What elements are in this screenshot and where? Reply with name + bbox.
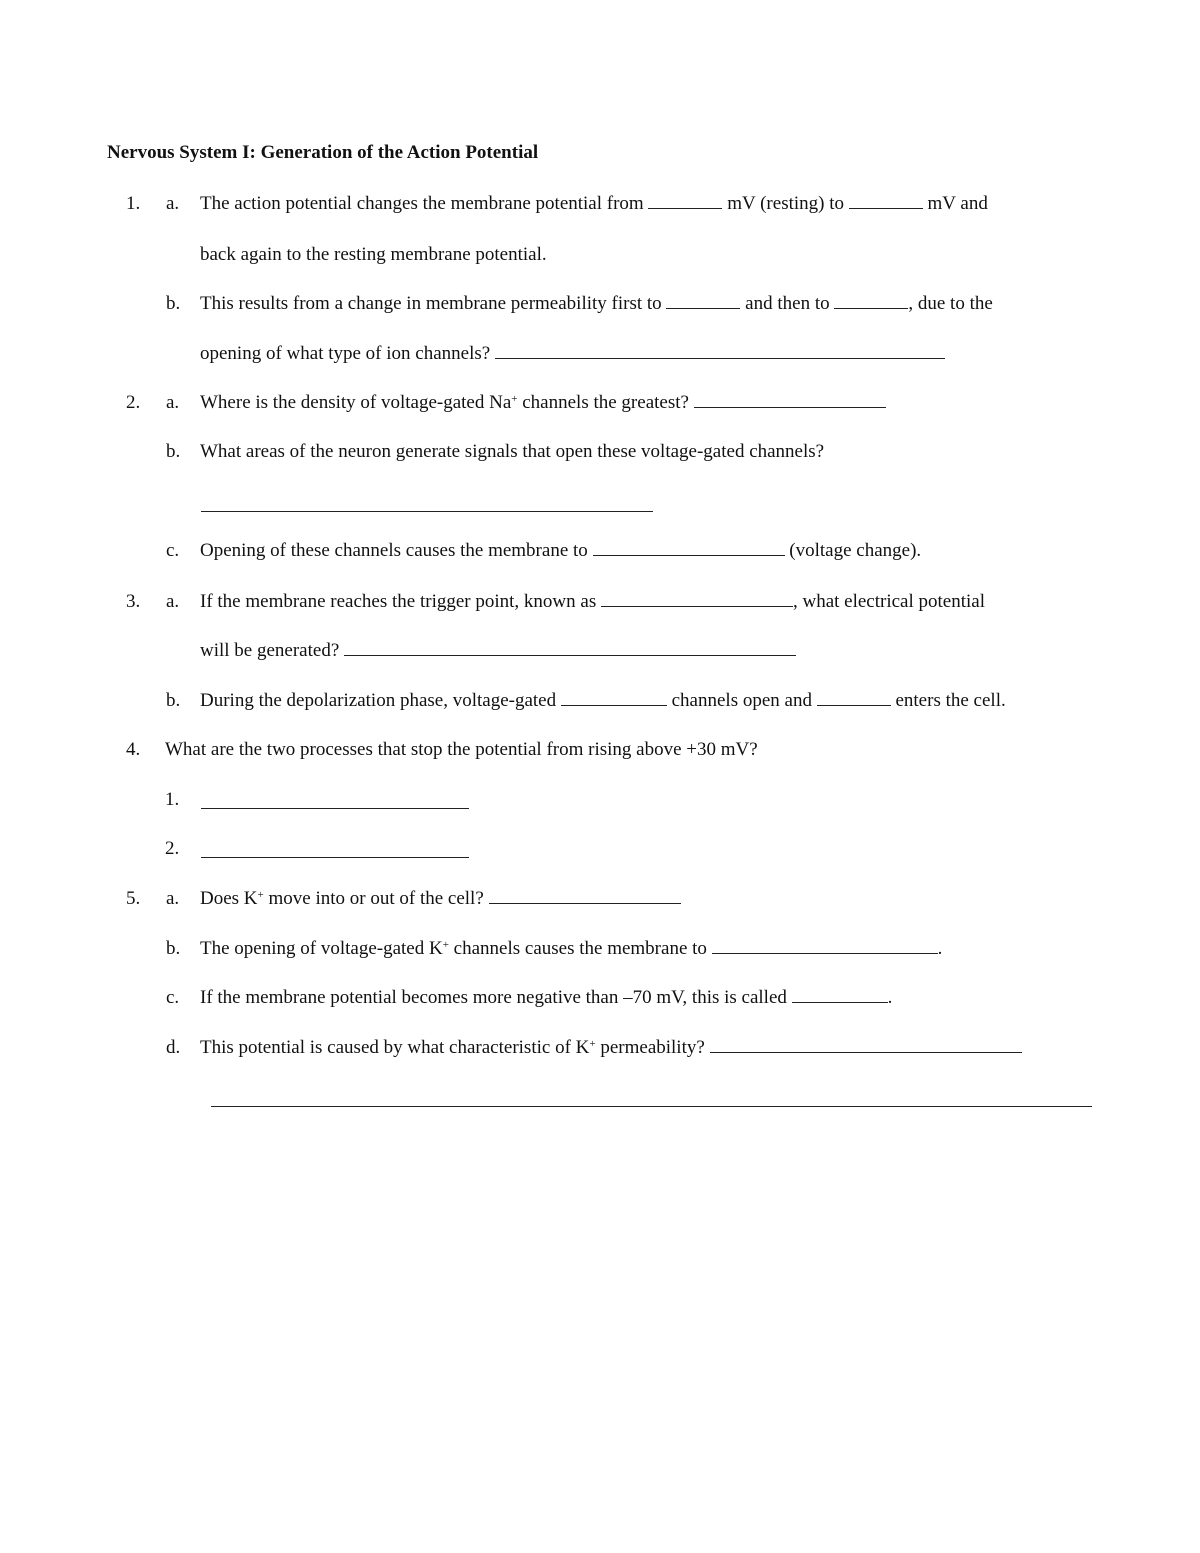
page-title: Nervous System I: Generation of the Action Potential <box>107 142 539 163</box>
question-3a-part2: , what electrical potential <box>792 591 985 612</box>
answer-blank-3a-threshold[interactable] <box>601 605 793 607</box>
question-1a-letter: a. <box>166 193 180 214</box>
answer-blank-2a[interactable] <box>694 406 886 408</box>
question-5b-letter: b. <box>166 938 181 959</box>
question-1a-text <box>200 193 988 215</box>
question-2c-part1: Opening of these channels causes the membrane to <box>200 540 588 561</box>
question-1b-letter: b. <box>166 293 181 314</box>
question-1b-part2: and then to <box>745 293 830 314</box>
answer-blank-1a-peak[interactable] <box>849 207 923 209</box>
answer-blank-1b-channels[interactable] <box>495 357 945 359</box>
question-3b-part2: channels open and <box>671 690 812 711</box>
question-4-item-1-number: 1. <box>165 789 180 810</box>
answer-blank-3b-channels[interactable] <box>561 704 667 706</box>
question-2a-part1: Where is the density of voltage-gated Na <box>200 392 512 413</box>
question-4-number: 4. <box>126 739 141 760</box>
answer-blank-5c[interactable] <box>792 1001 888 1003</box>
question-1a-line2: back again to the resting membrane potential. <box>200 244 547 265</box>
question-3b-letter: b. <box>166 690 181 711</box>
answer-blank-2c[interactable] <box>593 554 785 556</box>
question-5a-part2: move into or out of the cell? <box>263 888 484 909</box>
question-1a-part3: mV and <box>927 193 988 214</box>
question-5c-text <box>200 987 892 1009</box>
question-5b-part1: The opening of voltage-gated K <box>200 938 443 959</box>
answer-line-2b[interactable] <box>201 511 653 512</box>
question-1a-part1: The action potential changes the membrane potential from <box>200 193 644 214</box>
question-3a-part1: If the membrane reaches the trigger point, known as <box>200 591 597 612</box>
question-4-item-2-number: 2. <box>165 838 180 859</box>
question-5b-part3: . <box>937 938 943 959</box>
question-2a-letter: a. <box>166 392 180 413</box>
answer-blank-1a-resting[interactable] <box>648 207 722 209</box>
question-2a-text <box>200 392 886 414</box>
answer-blank-3a-potential[interactable] <box>344 654 796 656</box>
question-3a-text <box>200 591 985 613</box>
question-1b-line2-text: opening of what type of ion channels? <box>200 343 491 364</box>
question-2b-text: What areas of the neuron generate signals that open these voltage-gated channels? <box>200 441 825 462</box>
question-2b-letter: b. <box>166 441 181 462</box>
question-5d-part2: permeability? <box>595 1037 705 1058</box>
question-3a-letter: a. <box>166 591 180 612</box>
superscript-plus: + <box>257 889 264 901</box>
question-3a-line2 <box>200 640 796 662</box>
question-5a-part1: Does K <box>200 888 258 909</box>
question-2a-part2: channels the greatest? <box>517 392 689 413</box>
question-3a-line2-text: will be generated? <box>200 640 340 661</box>
question-5a-letter: a. <box>166 888 180 909</box>
question-5b-text <box>200 938 942 960</box>
question-4-text: What are the two processes that stop the potential from rising above +30 mV? <box>165 739 758 760</box>
question-5c-part1: If the membrane potential becomes more negative than –70 mV, this is called <box>200 987 787 1008</box>
question-1b-part3: , due to the <box>908 293 993 314</box>
question-2c-letter: c. <box>166 540 180 561</box>
answer-blank-5a[interactable] <box>489 902 681 904</box>
question-5d-letter: d. <box>166 1037 181 1058</box>
question-2-number: 2. <box>126 392 141 413</box>
question-5b-part2: channels causes the membrane to <box>448 938 707 959</box>
question-5-number: 5. <box>126 888 141 909</box>
question-1b-line2 <box>200 343 945 365</box>
answer-blank-1b-second[interactable] <box>834 307 908 309</box>
answer-blank-5b[interactable] <box>712 952 938 954</box>
question-1b-text <box>200 293 993 315</box>
question-5d-part1: This potential is caused by what characteristic of K <box>200 1037 590 1058</box>
superscript-plus: + <box>511 393 518 405</box>
question-1-number: 1. <box>126 193 141 214</box>
question-2c-text <box>200 540 921 562</box>
question-5c-part2: . <box>887 987 893 1008</box>
superscript-plus: + <box>442 939 449 951</box>
answer-line-4-1[interactable] <box>201 808 469 809</box>
question-3-number: 3. <box>126 591 141 612</box>
answer-blank-3b-ion[interactable] <box>817 704 891 706</box>
question-2c-part2: (voltage change). <box>789 540 922 561</box>
question-5d-text <box>200 1037 1022 1059</box>
answer-blank-5d[interactable] <box>710 1051 1022 1053</box>
question-3b-part3: enters the cell. <box>895 690 1006 711</box>
question-5a-text <box>200 888 681 910</box>
question-1b-part1: This results from a change in membrane permeability first to <box>200 293 662 314</box>
question-1a-part2: mV (resting) to <box>727 193 845 214</box>
question-3b-part1: During the depolarization phase, voltage-gated <box>200 690 557 711</box>
answer-line-5d-continued[interactable] <box>211 1106 1092 1107</box>
question-3b-text <box>200 690 1006 712</box>
superscript-plus: + <box>589 1038 596 1050</box>
question-5c-letter: c. <box>166 987 180 1008</box>
answer-blank-1b-first[interactable] <box>666 307 740 309</box>
answer-line-4-2[interactable] <box>201 857 469 858</box>
